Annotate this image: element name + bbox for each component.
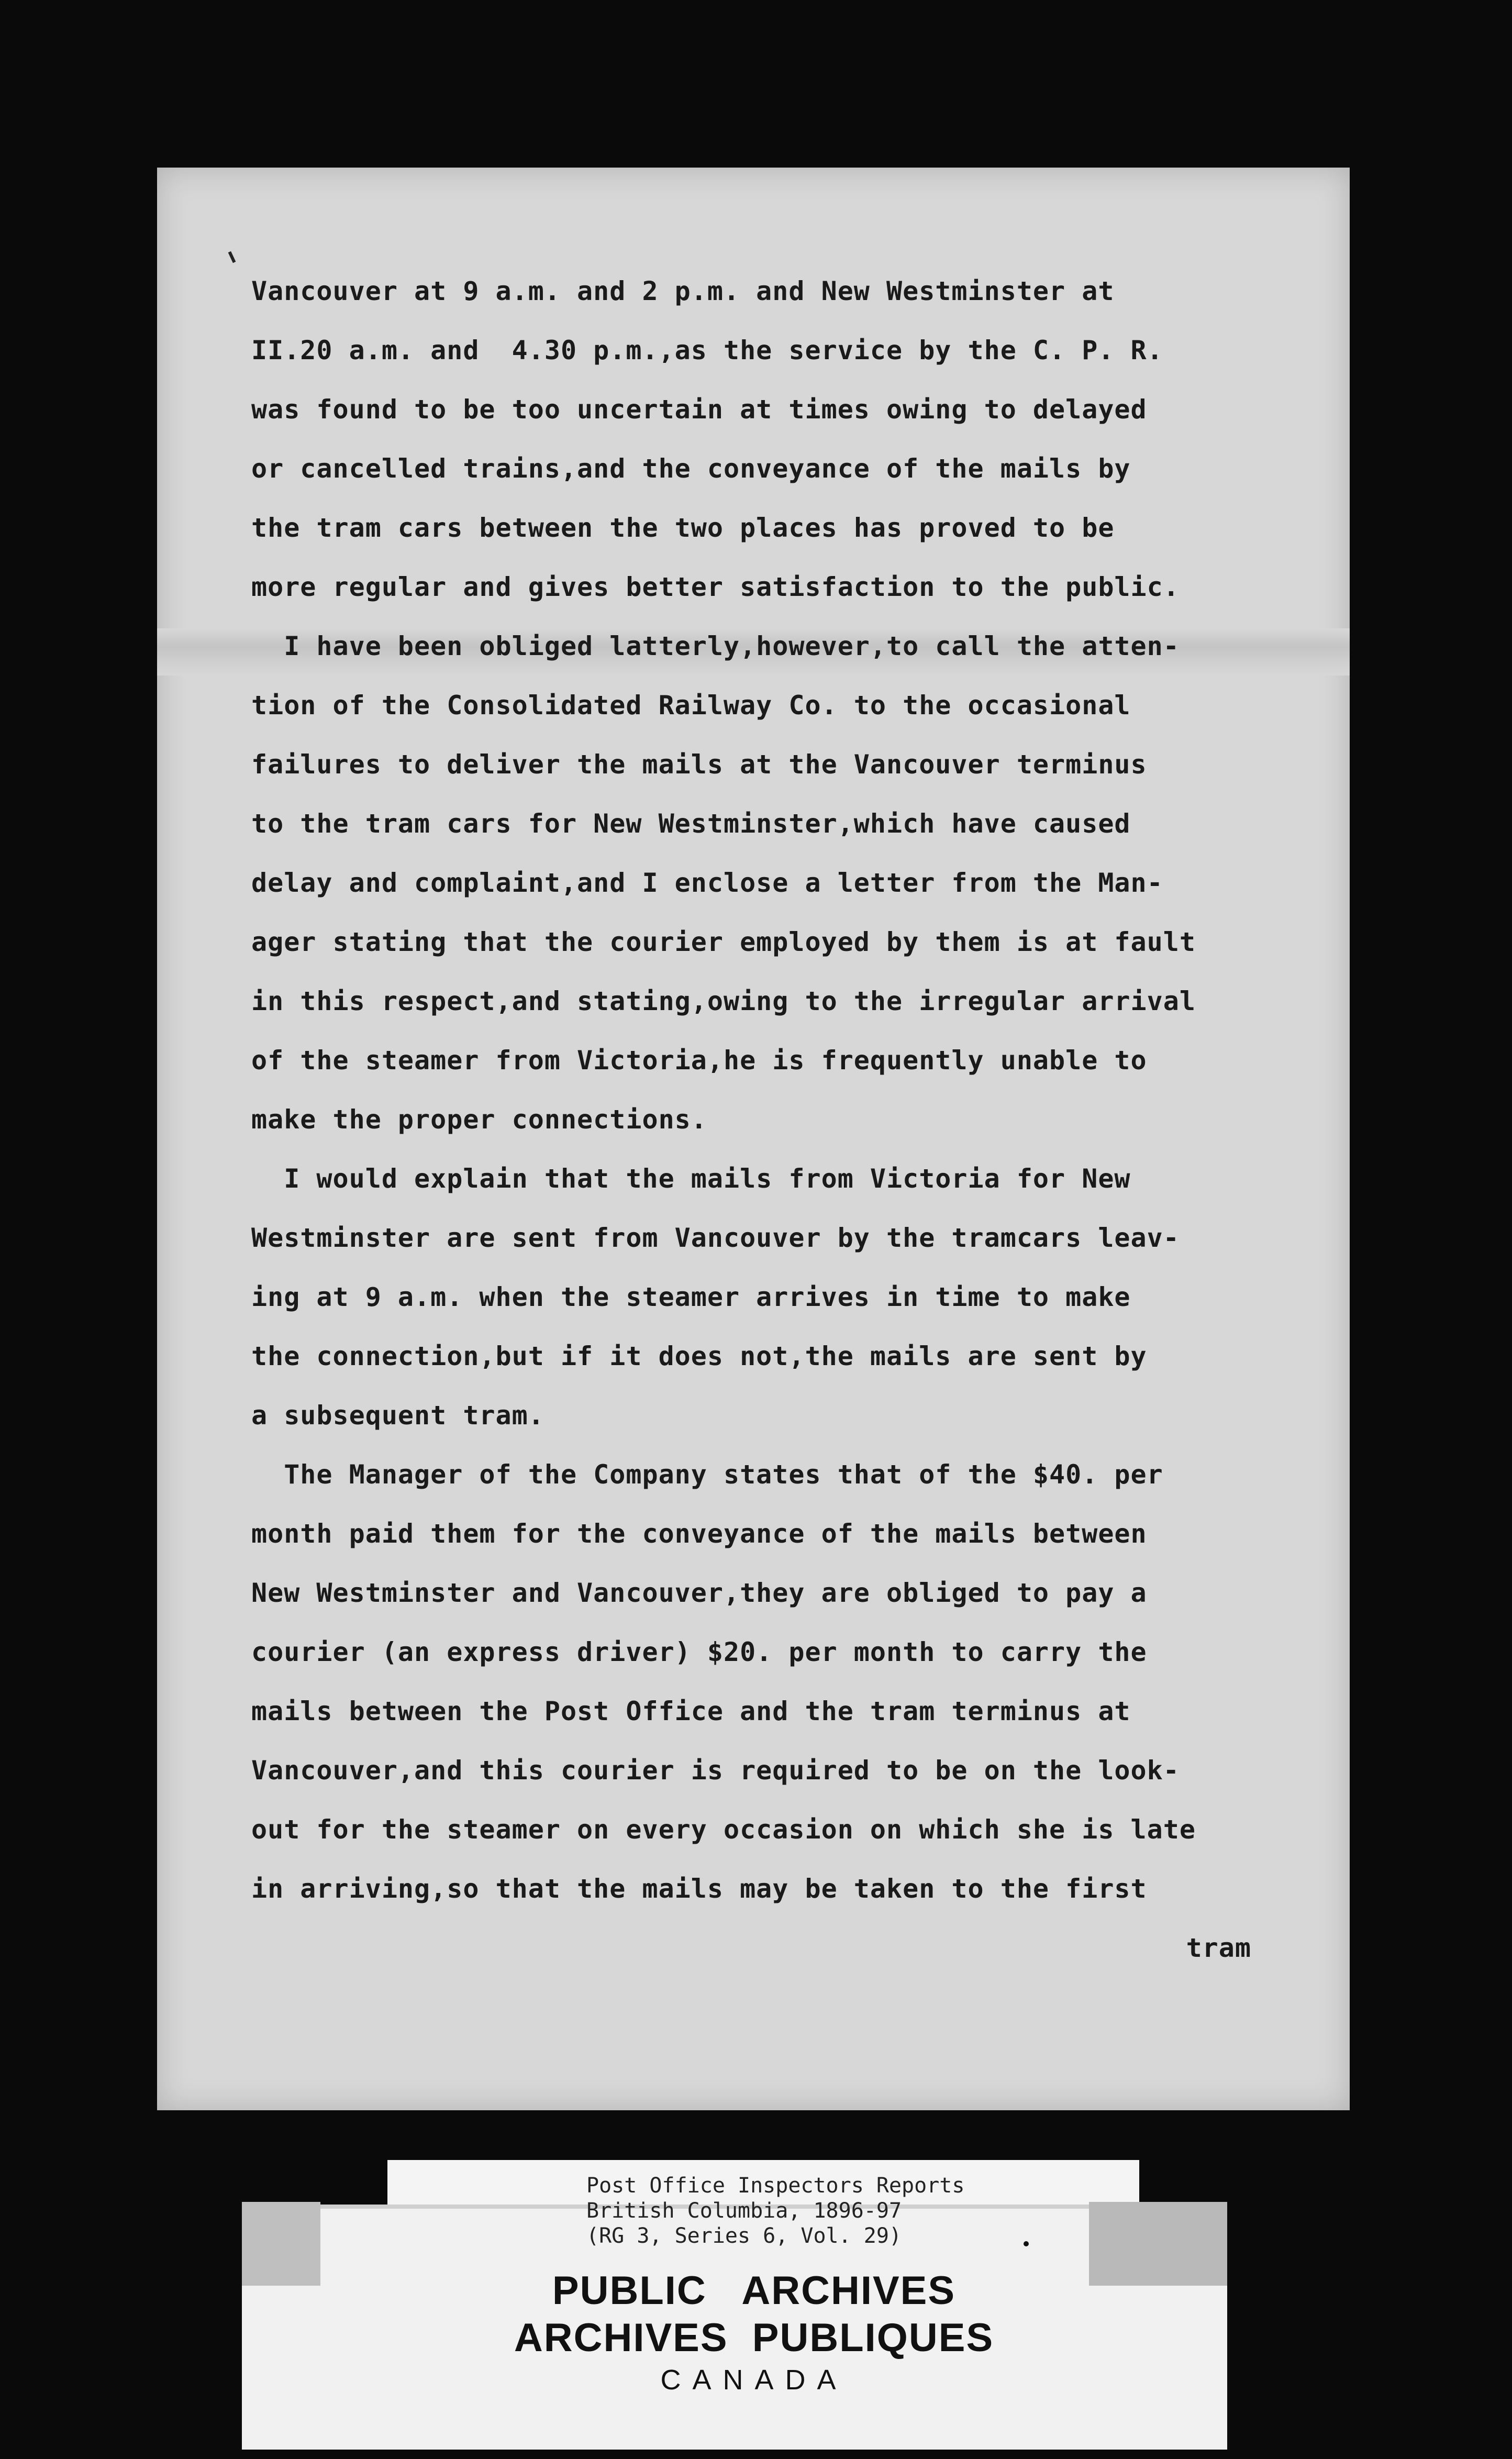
letter-line: Vancouver at 9 a.m. and 2 p.m. and New Westminster at [251,276,1115,306]
letter-line: courier (an express driver) $20. per month to carry the [251,1637,1147,1667]
letter-line: was found to be too uncertain at times owing to delayed [251,394,1147,425]
letter-line: failures to deliver the mails at the Vancouver terminus [251,749,1147,780]
ink-dot [1024,2241,1029,2246]
letter-line: tion of the Consolidated Railway Co. to the occasional [251,690,1131,721]
reference-line-3: (RG 3, Series 6, Vol. 29) [586,2224,902,2248]
letter-line: in this respect,and stating,owing to the irregular arrival [251,986,1196,1016]
letter-line: in arriving,so that the mails may be taken to the first [251,1874,1147,1904]
letter-line: I have been obliged latterly,however,to call the atten- [251,631,1180,661]
letter-line: Vancouver,and this courier is required to be on the look- [251,1755,1180,1786]
letter-line: of the steamer from Victoria,he is frequently unable to [251,1045,1147,1076]
archives-stamp [440,2267,1068,2391]
letter-line: ing at 9 a.m. when the steamer arrives in time to make [251,1282,1131,1312]
letter-line: make the proper connections. [251,1104,707,1135]
reference-line-2: British Columbia, 1896-97 [586,2199,902,2223]
letter-line: New Westminster and Vancouver,they are obliged to pay a [251,1578,1147,1608]
letter-line: or cancelled trains,and the conveyance of the mails by [251,453,1131,484]
reference-line-1: Post Office Inspectors Reports [586,2174,965,2198]
letter-line: month paid them for the conveyance of the mails between [251,1519,1147,1549]
catchword: tram [1186,1933,1251,1963]
ink-mark [228,251,236,263]
letter-line: more regular and gives better satisfaction to the public. [251,572,1180,602]
letter-line: mails between the Post Office and the tram terminus at [251,1696,1131,1726]
letter-line: Westminster are sent from Vancouver by the tramcars leav- [251,1223,1180,1253]
card-tab-left [242,2202,320,2286]
letter-line: the tram cars between the two places has proved to be [251,513,1115,543]
letter-line: I would explain that the mails from Victoria for New [251,1164,1131,1194]
archives-line-2: ARCHIVES PUBLIQUES [514,2316,994,2360]
letter-line: the connection,but if it does not,the mails are sent by [251,1341,1147,1371]
reference-text [586,2173,1058,2248]
archives-line-3: CANADA [660,2364,848,2391]
letter-line: out for the steamer on every occasion on which she is late [251,1814,1196,1845]
card-tab-right [1089,2202,1227,2286]
letter-body [251,262,1298,1978]
archives-line-1: PUBLIC ARCHIVES [552,2268,956,2313]
letter-line: to the tram cars for New Westminster,which have caused [251,808,1131,839]
letter-line: delay and complaint,and I enclose a letter from the Man- [251,868,1163,898]
letter-line: ager stating that the courier employed by them is at fault [251,927,1196,957]
letter-line: The Manager of the Company states that of the $40. per [251,1459,1163,1490]
letter-line: II.20 a.m. and 4.30 p.m.,as the service by the C. P. R. [251,335,1163,365]
letter-line: a subsequent tram. [251,1400,544,1431]
